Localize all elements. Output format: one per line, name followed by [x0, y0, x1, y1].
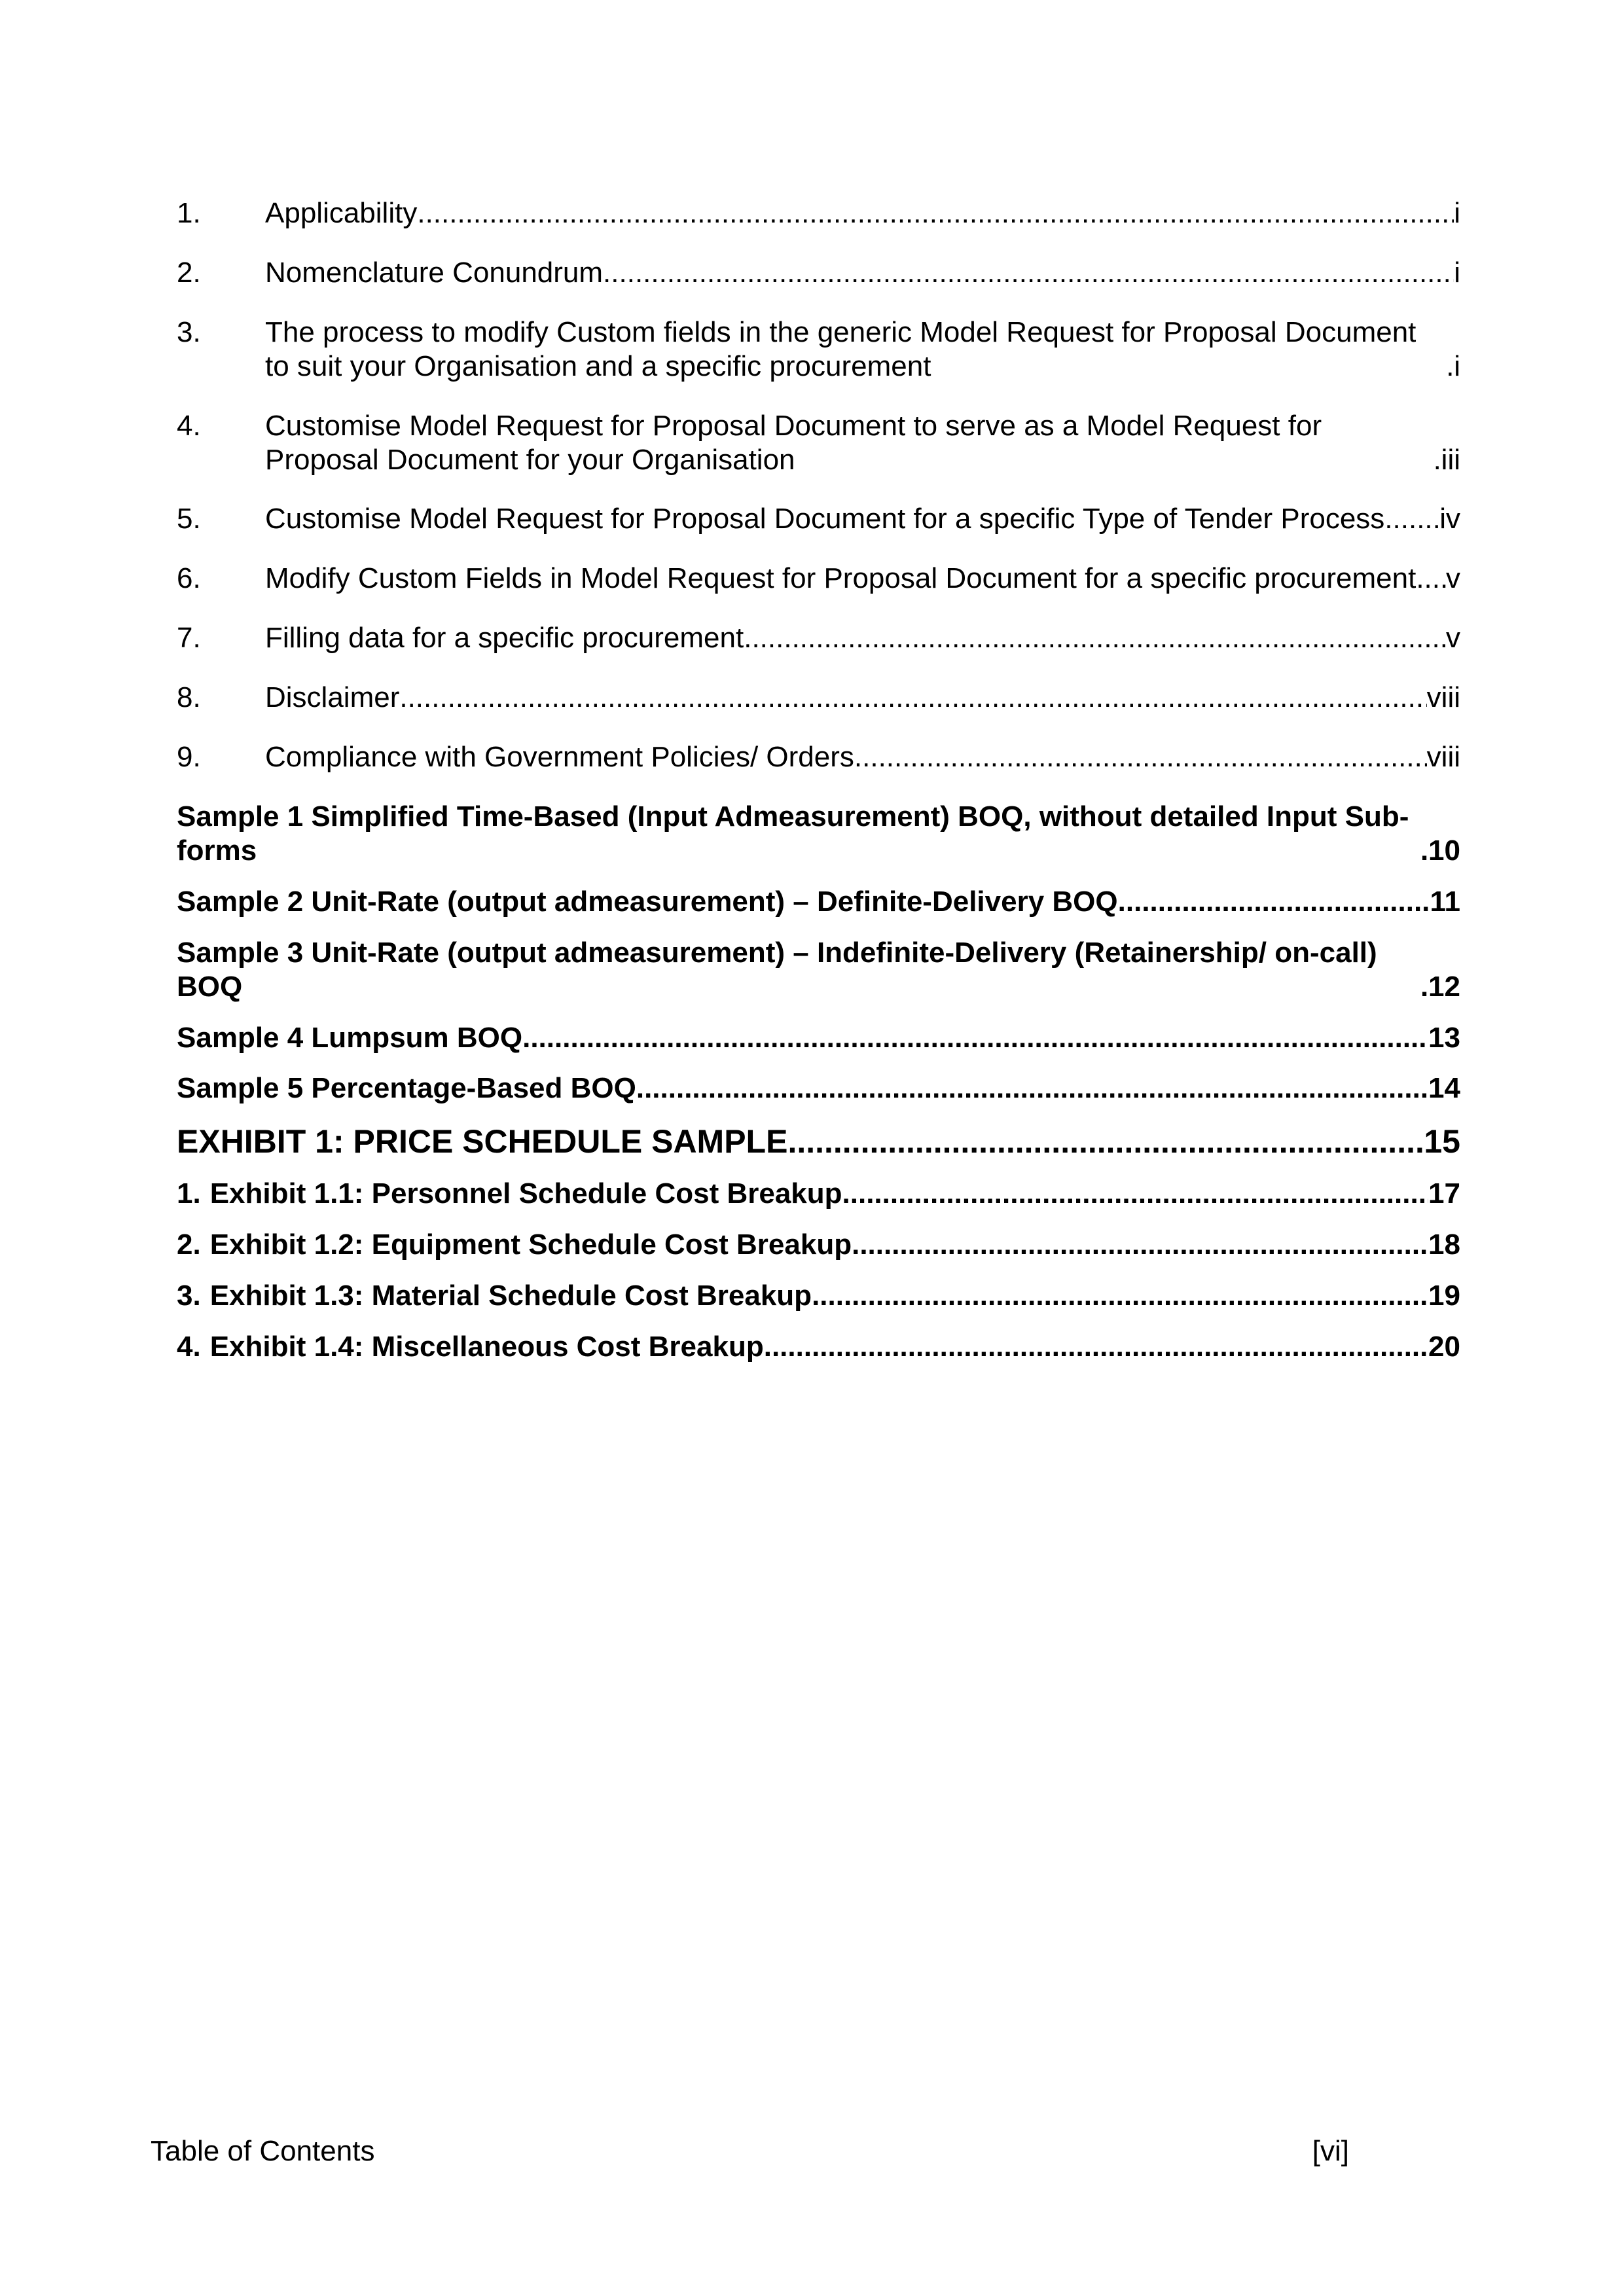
toc-entry[interactable] [177, 562, 1460, 596]
dot-leader [812, 1279, 1428, 1313]
toc-entry[interactable] [177, 936, 1460, 1004]
toc-entry-page: 11 [1430, 885, 1460, 918]
toc-entry-title: Applicability [265, 197, 418, 229]
toc-entry-page: v [1446, 622, 1460, 655]
toc-entry[interactable] [177, 621, 1460, 655]
toc-entry-number: 3. [177, 1280, 201, 1312]
dot-leader [1118, 885, 1430, 919]
toc-entry[interactable] [177, 1122, 1460, 1161]
toc-entry-number: 4. [177, 409, 201, 442]
toc-entry-page: viii [1426, 681, 1460, 714]
toc-entry-title: Sample 3 Unit-Rate (output admeasurement) – Indefinite-Delivery (Retainership/ on-call) BOQ [177, 936, 1377, 1003]
toc-entry-page: 17 [1428, 1177, 1460, 1210]
toc-entry[interactable] [177, 1177, 1460, 1211]
dot-leader [1420, 970, 1428, 1004]
dot-leader [854, 740, 1427, 774]
toc-entry-number: 8. [177, 681, 201, 714]
toc-entry-page: iv [1439, 503, 1460, 535]
dot-leader [764, 1330, 1428, 1364]
toc-entry-page: iii [1441, 443, 1460, 476]
toc-entry-page: 15 [1424, 1123, 1460, 1160]
toc-entry-page: 10 [1428, 834, 1460, 867]
toc-entry[interactable] [177, 681, 1460, 715]
dot-leader [1384, 502, 1439, 536]
toc-entry-page: viii [1426, 741, 1460, 774]
toc-entry-title: Filling data for a specific procurement [265, 622, 744, 655]
toc-entry-title: Exhibit 1.1: Personnel Schedule Cost Breakup [209, 1177, 842, 1210]
dot-leader [744, 621, 1446, 655]
page-footer [151, 2135, 1460, 2168]
toc-entry[interactable] [177, 256, 1460, 290]
toc-entry-title: The process to modify Custom fields in the generic Model Request for Proposal Document to suit your Organisation and a specific procurement [265, 315, 1416, 382]
dot-leader [636, 1071, 1428, 1105]
dot-leader [1446, 350, 1454, 384]
dot-leader [417, 196, 1454, 230]
toc-entry-title: Sample 4 Lumpsum BOQ [177, 1021, 523, 1054]
toc-entry[interactable] [177, 1071, 1460, 1105]
toc-entry-number: 1. [177, 197, 201, 229]
toc-entry-number: 5. [177, 503, 201, 535]
toc-entry-number: 6. [177, 562, 201, 595]
toc-entry-title: Exhibit 1.2: Equipment Schedule Cost Breakup [209, 1229, 852, 1261]
toc-entry-title: Sample 5 Percentage-Based BOQ [177, 1072, 636, 1105]
toc-entry-title: Customise Model Request for Proposal Document for a specific Type of Tender Process [265, 503, 1385, 535]
dot-leader [842, 1177, 1429, 1211]
toc-entry-title: Customise Model Request for Proposal Document to serve as a Model Request for Proposal Document for your Organisation [265, 409, 1322, 476]
toc-entry-page: 12 [1428, 970, 1460, 1003]
toc-entry-number: 2. [177, 1229, 201, 1261]
toc-entry-page: 14 [1428, 1072, 1460, 1105]
footer-section-label: Table of Contents [151, 2135, 375, 2167]
dot-leader [399, 681, 1426, 715]
toc-entry-title: Compliance with Government Policies/ Orders [265, 741, 854, 774]
toc-entry[interactable] [177, 502, 1460, 536]
footer-page-number: [vi] [1312, 2135, 1349, 2167]
toc-entry[interactable] [177, 1330, 1460, 1364]
toc-entry[interactable] [177, 315, 1460, 384]
toc-entry-title: EXHIBIT 1: PRICE SCHEDULE SAMPLE [177, 1123, 788, 1160]
dot-leader [522, 1021, 1428, 1055]
toc-entry-title: Exhibit 1.4: Miscellaneous Cost Breakup [209, 1331, 764, 1363]
toc-entry[interactable] [177, 1021, 1460, 1055]
toc-entry-number: 1. [177, 1177, 201, 1210]
toc-entry-title: Modify Custom Fields in Model Request for Proposal Document for a specific procurement [265, 562, 1416, 595]
toc-entry-page: v [1446, 562, 1460, 595]
toc-entry-page: 19 [1428, 1280, 1460, 1312]
toc-entry-page: 18 [1428, 1229, 1460, 1261]
toc-entry[interactable] [177, 740, 1460, 774]
toc-entry-number: 2. [177, 256, 201, 289]
toc-entry-number: 3. [177, 315, 201, 348]
toc-entry-page: 20 [1428, 1331, 1460, 1363]
toc-entry[interactable] [177, 885, 1460, 919]
toc-entry[interactable] [177, 1228, 1460, 1262]
toc-entry-title: Sample 2 Unit-Rate (output admeasurement) – Definite-Delivery BOQ [177, 885, 1118, 918]
toc-entry-page: i [1454, 256, 1460, 289]
toc-entry[interactable] [177, 409, 1460, 477]
toc-entry-number: 4. [177, 1331, 201, 1363]
toc-entry-title: Nomenclature Conundrum [265, 256, 604, 289]
toc-entry-number: 7. [177, 622, 201, 655]
toc-entry[interactable] [177, 196, 1460, 230]
dot-leader [852, 1228, 1428, 1262]
toc-entry-page: 13 [1428, 1021, 1460, 1054]
dot-leader [1434, 443, 1441, 477]
toc-entry[interactable] [177, 800, 1460, 868]
dot-leader [787, 1122, 1424, 1161]
toc-entry-page: i [1454, 350, 1460, 382]
toc-entry-page: i [1454, 197, 1460, 229]
toc-entry-number: 9. [177, 741, 201, 774]
toc-entry-title: Sample 1 Simplified Time-Based (Input Admeasurement) BOQ, without detailed Input Sub-forms [177, 800, 1409, 867]
dot-leader [1416, 562, 1446, 596]
toc-entry-title: Exhibit 1.3: Material Schedule Cost Breakup [209, 1280, 812, 1312]
toc-entry-title: Disclaimer [265, 681, 400, 714]
toc-entry[interactable] [177, 1279, 1460, 1313]
dot-leader [1420, 834, 1428, 868]
dot-leader [603, 256, 1454, 290]
